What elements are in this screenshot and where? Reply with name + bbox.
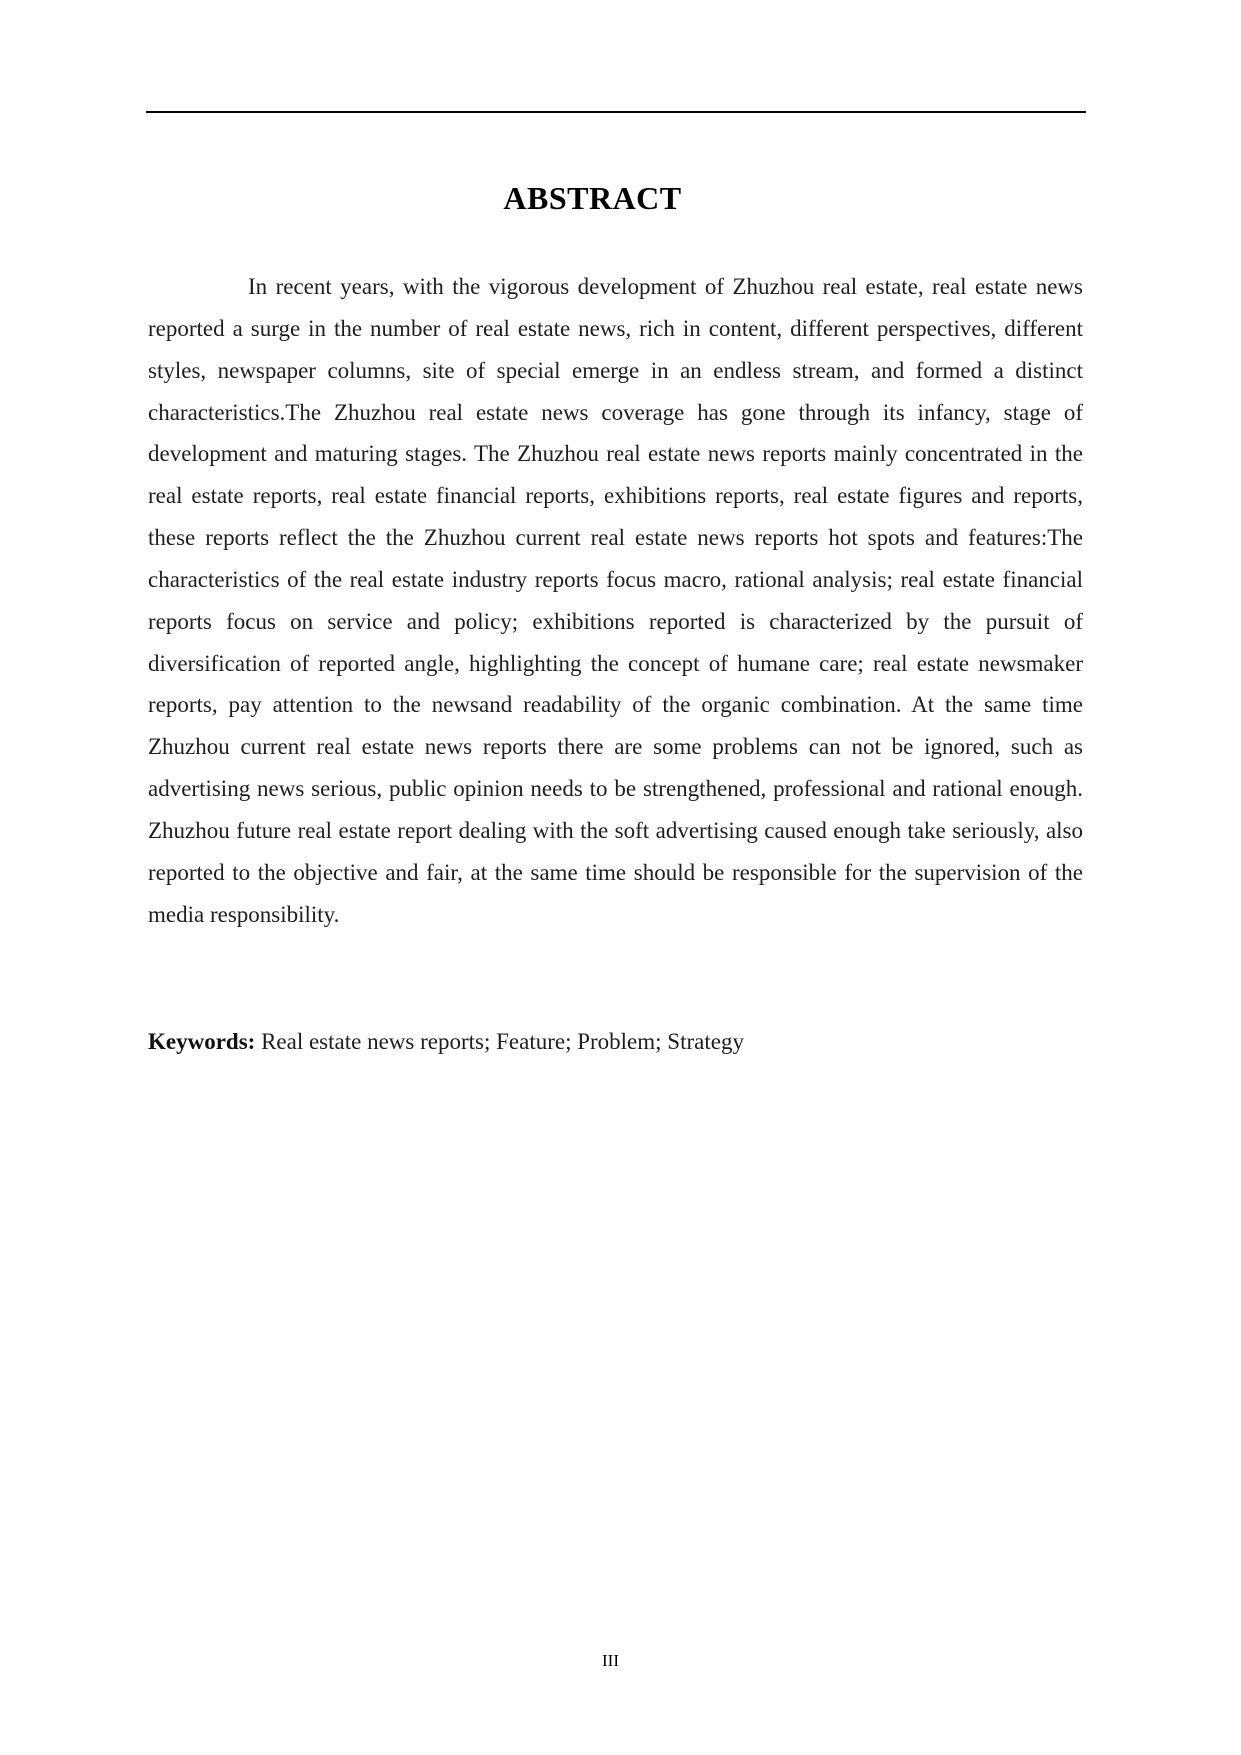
page-title: ABSTRACT bbox=[503, 180, 682, 216]
header-rule bbox=[146, 111, 1086, 113]
page-number: III bbox=[602, 1651, 619, 1670]
keywords-label: Keywords: bbox=[148, 1029, 256, 1054]
keywords-line bbox=[148, 1022, 1083, 1062]
abstract-paragraph: In recent years, with the vigorous development of Zhuzhou real estate, real estate news reported a surge in the number of real estate news, rich in content, different perspectives, different styles, newspaper columns, site of special emerge in an endless stream, and formed a distinct characteristics.The Zhuzhou real estate news coverage has gone through its infancy, stage of development and maturing stages. The Zhuzhou real estate news reports mainly concentrated in the real estate reports, real estate financial reports, exhibitions reports, real estate figures and reports, these reports reflect the the Zhuzhou current real estate news reports hot spots and features:The characteristics of the real estate industry reports focus macro, rational analysis; real estate financial reports focus on service and policy; exhibitions reported is characterized by the pursuit of diversification of reported angle, highlighting the concept of humane care; real estate newsmaker reports, pay attention to the newsand readability of the organic combination. At the same time Zhuzhou current real estate news reports there are some problems can not be ignored, such as advertising news serious, public opinion needs to be strengthened, professional and rational enough. Zhuzhou future real estate report dealing with the soft advertising caused enough take seriously, also reported to the objective and fair, at the same time should be responsible for the supervision of the media responsibility. bbox=[148, 274, 1083, 927]
keywords-text: Real estate news reports; Feature; Problem; Strategy bbox=[261, 1029, 744, 1054]
